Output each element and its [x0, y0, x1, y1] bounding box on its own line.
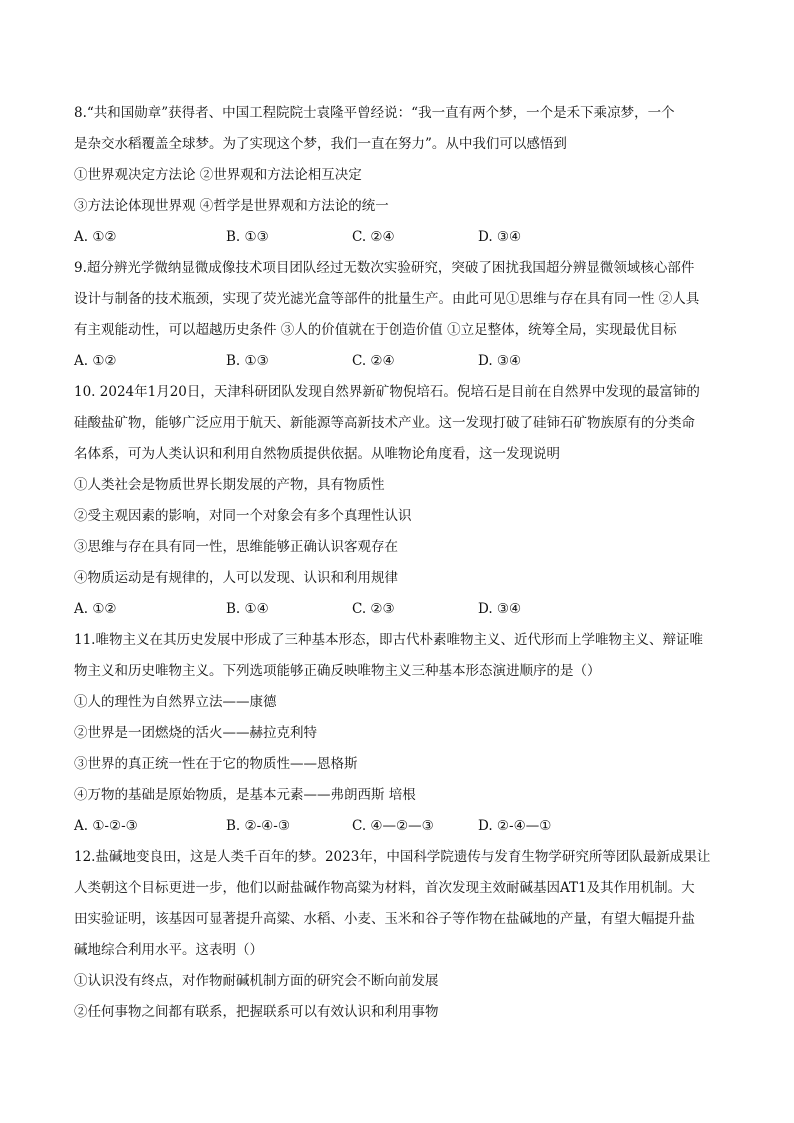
choice-b: B. ①③: [226, 353, 269, 369]
question-stem-line: 10. 2024年1月20日，天津科研团队发现自然界新矿物倪培石。倪培石是目前在自然界中发现的最富铈的: [74, 384, 700, 400]
question-stem-line: 8.“共和国勋章”获得者、中国工程院院士袁隆平曾经说：“我一直有两个梦，一个是禾下乘凉梦，一个: [74, 105, 675, 121]
option-statement: ②受主观因素的影响，对同一个对象会有多个真理性认识: [74, 508, 412, 524]
answer-choices: [74, 222, 724, 253]
option-statement: ①认识没有终点，对作物耐碱机制方面的研究会不断向前发展: [74, 973, 439, 989]
answer-choices: [74, 594, 724, 625]
choice-d: D. ③④: [478, 601, 522, 617]
answer-choices: [74, 346, 724, 377]
choice-c: C. ②④: [352, 229, 395, 245]
question-stem-line: 12.盐碱地变良田，这是人类千百年的梦。2023年，中国科学院遗传与发育生物学研究所等团队最新成果让: [74, 849, 711, 865]
choice-d: D. ③④: [478, 229, 522, 245]
option-statement: ②任何事物之间都有联系，把握联系可以有效认识和利用事物: [74, 1004, 439, 1020]
choice-c: C. ②③: [352, 601, 395, 617]
question-stem-line: 名体系，可为人类认识和利用自然物质提供依据。从唯物论角度看，这一发现说明: [74, 446, 560, 462]
option-statement: ①人的理性为自然界立法——康德: [74, 694, 277, 710]
option-statement: ④万物的基础是原始物质，是基本元素——弗朗西斯 培根: [74, 787, 416, 803]
question-stem-line: 物主义和历史唯物主义。下列选项能够正确反映唯物主义三种基本形态演进顺序的是（）: [74, 663, 601, 679]
question-stem-line: 设计与制备的技术瓶颈，实现了荧光滤光盒等部件的批量生产。由此可见①思维与存在具有同一性 ②人具: [74, 291, 700, 307]
choice-a: A. ①-②-③: [74, 818, 138, 834]
question-stem-line: 11.唯物主义在其历史发展中形成了三种基本形态，即古代朴素唯物主义、近代形而上学唯物主义、辩证唯: [74, 632, 703, 648]
question-stem-line: 田实验证明，该基因可显著提升高粱、水稻、小麦、玉米和谷子等作物在盐碱地的产量，有望大幅提升盐: [74, 911, 695, 927]
question-10: [74, 377, 724, 625]
option-statement: ②世界是一团燃烧的活火——赫拉克利特: [74, 725, 317, 741]
answer-choices: [74, 811, 724, 842]
choice-c: C. ④—②—③: [352, 818, 434, 834]
choice-a: A. ①②: [74, 229, 117, 245]
option-statement: ③方法论体现世界观 ④哲学是世界观和方法论的统一: [74, 198, 389, 214]
choice-a: A. ①②: [74, 353, 117, 369]
question-stem-line: 有主观能动性，可以超越历史条件 ③人的价值就在于创造价值 ①立足整体，统筹全局，实现最优目标: [74, 322, 677, 338]
question-12: [74, 842, 724, 1028]
question-stem-line: 碱地综合利用水平。这表明（）: [74, 942, 263, 958]
question-stem-line: 是杂交水稻覆盖全球梦。为了实现这个梦，我们一直在努力”。从中我们可以感悟到: [74, 136, 567, 152]
exam-page: [74, 98, 724, 1028]
choice-c: C. ②④: [352, 353, 395, 369]
option-statement: ①人类社会是物质世界长期发展的产物，具有物质性: [74, 477, 385, 493]
question-11: [74, 625, 724, 842]
option-statement: ④物质运动是有规律的，人可以发现、认识和利用规律: [74, 570, 398, 586]
option-statement: ③世界的真正统一性在于它的物质性——恩格斯: [74, 756, 358, 772]
option-statement: ③思维与存在具有同一性，思维能够正确认识客观存在: [74, 539, 398, 555]
option-statement: ①世界观决定方法论 ②世界观和方法论相互决定: [74, 167, 362, 183]
choice-b: B. ②-④-③: [226, 818, 290, 834]
question-stem-line: 硅酸盐矿物，能够广泛应用于航天、新能源等高新技术产业。这一发现打破了硅铈石矿物族原有的分类命: [74, 415, 695, 431]
choice-d: D. ②-④—①: [478, 818, 552, 834]
choice-a: A. ①②: [74, 601, 117, 617]
question-stem-line: 9.超分辨光学微纳显微成像技术项目团队经过无数次实验研究，突破了困扰我国超分辨显微领域核心部件: [74, 260, 695, 276]
question-stem-line: 人类朝这个目标更进一步，他们以耐盐碱作物高粱为材料，首次发现主效耐碱基因AT1及其作用机制。大: [74, 880, 695, 896]
question-8: [74, 98, 724, 253]
question-9: [74, 253, 724, 377]
choice-b: B. ①④: [226, 601, 269, 617]
choice-b: B. ①③: [226, 229, 269, 245]
choice-d: D. ③④: [478, 353, 522, 369]
